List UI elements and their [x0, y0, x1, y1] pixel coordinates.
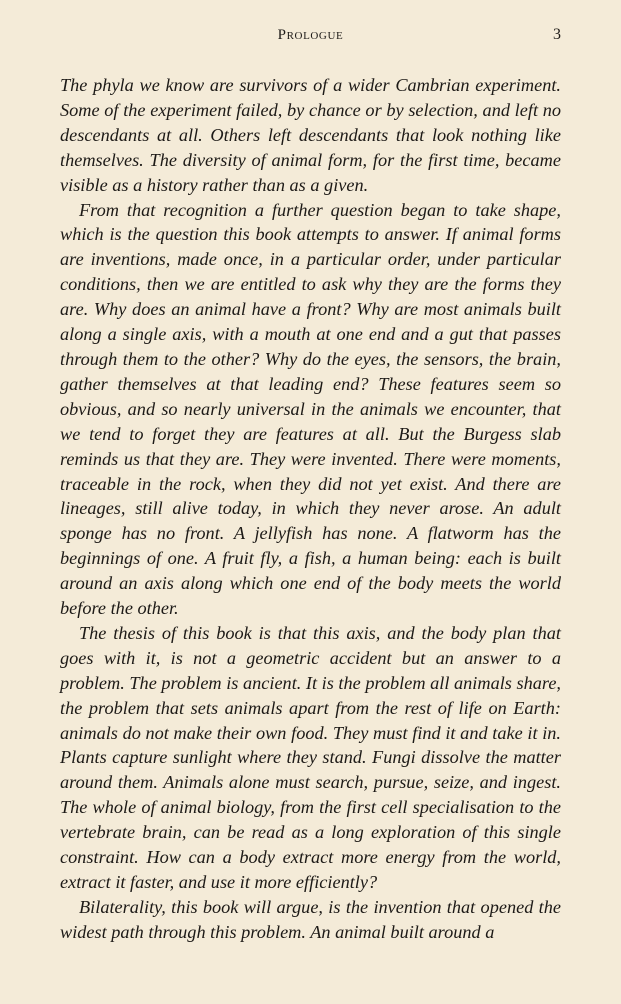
- paragraph: From that recognition a further question began to take shape, which is the question this book attempts to answer. If animal forms are inventions, made once, in a particular order, under particular conditions, then we are entitled to ask why they are the forms they are. Why does an animal have a front? Why are most animals built along a single axis, with a mouth at one end and a gut that passes through them to the other? Why do the eyes, the sensors, the brain, gather themselves at that leading end? These features seem so obvious, and so nearly universal in the animals we encounter, that we tend to forget they are features at all. But the Burgess slab reminds us that they are. They were invented. There were moments, traceable in the rock, when they did not yet exist. And there are lineages, still alive today, in which they never arose. An adult sponge has no front. A jellyfish has none. A flatworm has the beginnings of one. A fruit fly, a fish, a human being: each is built around an axis along which one end of the body meets the world before the other.: [60, 199, 561, 619]
- page-header: [60, 25, 561, 45]
- running-head: Prologue: [277, 27, 344, 43]
- paragraph: The thesis of this book is that this axis, and the body plan that goes with it, is not a geometric accident but an answer to a problem. The problem is ancient. It is the problem all animals share, the problem that sets animals apart from the rest of life on Earth: animals do not make their own food. They must find it and take it in. Plants capture sunlight where they stand. Fungi dissolve the matter around them. Animals alone must search, pursue, seize, and ingest. The whole of animal biology, from the first cell specialisation to the vertebrate brain, can be read as a long exploration of this single constraint. How can a body extract more energy from the world, extract it faster, and use it more efficiently?: [60, 622, 562, 892]
- paragraph: The phyla we know are survivors of a wider Cambrian experiment. Some of the experiment failed, by chance or by selection, and left no descendants at all. Others left descendants that look nothing like themselves. The diversity of animal form, for the first time, became visible as a history rather than as a given.: [60, 75, 561, 195]
- body-text: [60, 73, 561, 945]
- paragraph: Bilaterality, this book will argue, is the invention that opened the widest path through this problem. An animal built around a: [60, 896, 561, 942]
- page-number: 3: [553, 26, 561, 43]
